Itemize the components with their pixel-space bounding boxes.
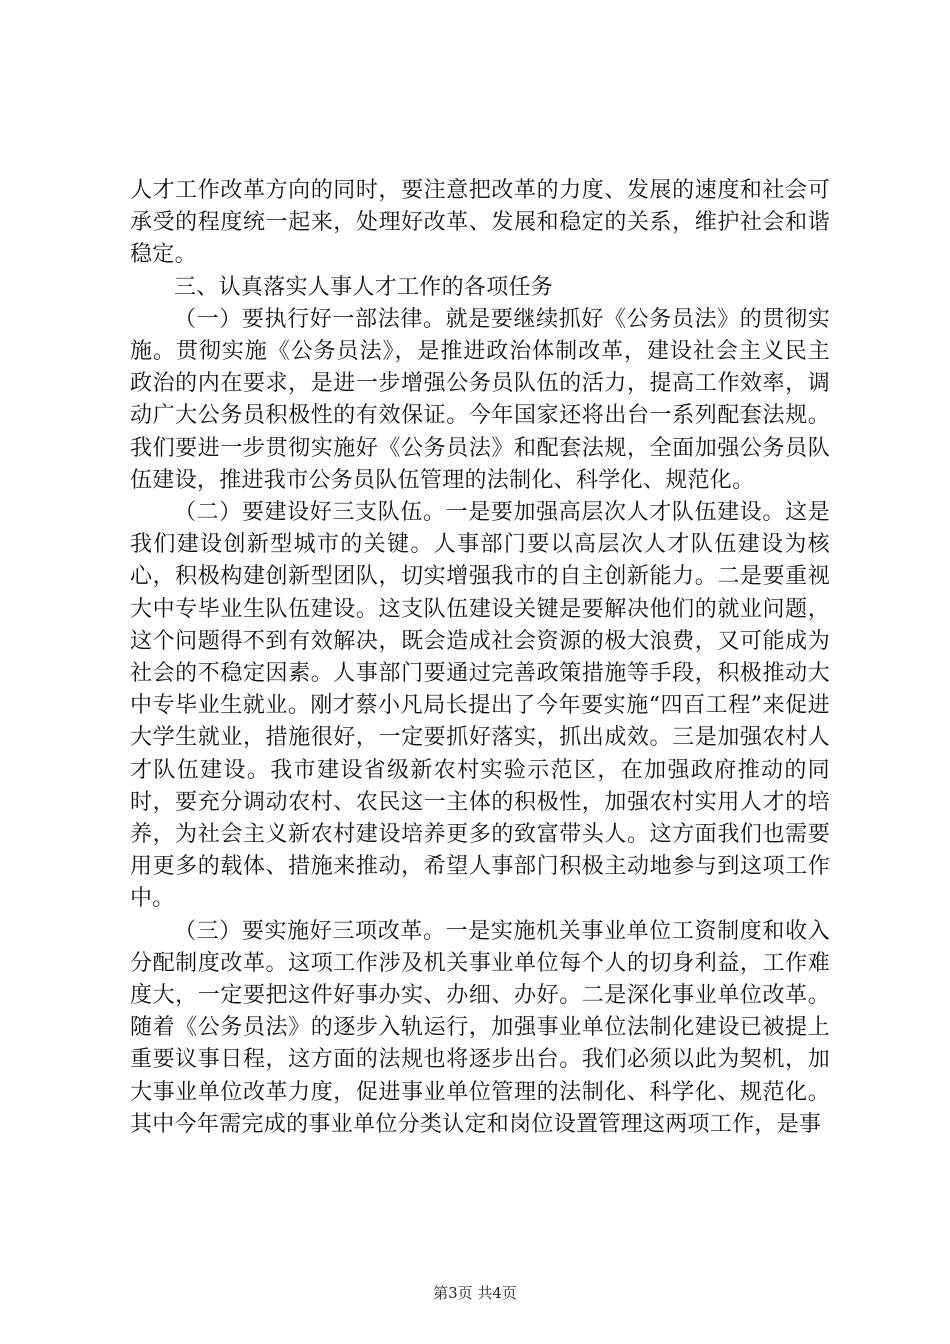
paragraph-teams: （二）要建设好三支队伍。一是要加强高层次人才队伍建设。这是我们建设创新型城市的关键。人事部门要以高层次人才队伍建设为核心，积极构建创新型团队，切实增强我市的自主创新能力。二是要重视大中专毕业生队伍建设。这支队伍建设关键是要解决他们的就业问题，这个问题得不到有效解决，既会造成社会资源的极大浪费，又可能成为社会的不稳定因素。人事部门要通过完善政策措施等手段，积极推动大中专毕业生就业。刚才蔡小凡局长提出了今年要实施“四百工程”来促进大学生就业，措施很好，一定要抓好落实，抓出成效。三是加强农村人才队伍建设。我市建设省级新农村实验示范区，在加强政府推动的同时，要充分调动农村、农民这一主体的积极性，加强农村实用人才的培养，为社会主义新农村建设培养更多的致富带头人。这方面我们也需要用更多的载体、措施来推动，希望人事部门积极主动地参与到这项工作中。 bbox=[130, 500, 830, 912]
section-heading: 三、认真落实人事人才工作的各项任务 bbox=[174, 274, 554, 300]
paragraph-continuation: 人才工作改革方向的同时，要注意把改革的力度、发展的速度和社会可承受的程度统一起来，处理好改革、发展和稳定的关系，维护社会和谐稳定。 bbox=[130, 178, 830, 268]
document-body bbox=[130, 175, 830, 1141]
paragraph-law: （一）要执行好一部法律。就是要继续抓好《公务员法》的贯彻实施。贯彻实施《公务员法》，是推进政治体制改革，建设社会主义民主政治的内在要求，是进一步增强公务员队伍的活力，提高工作效率，调动广大公务员积极性的有效保证。今年国家还将出台一系列配套法规。我们要进一步贯彻实施好《公务员法》和配套法规，全面加强公务员队伍建设，推进我市公务员队伍管理的法制化、科学化、规范化。 bbox=[130, 306, 830, 493]
page-number: 第3页 共4页 bbox=[433, 1284, 517, 1302]
paragraph-reforms: （三）要实施好三项改革。一是实施机关事业单位工资制度和收入分配制度改革。这项工作涉及机关事业单位每个人的切身利益，工作难度大，一定要把这件好事办实、办细、办好。二是深化事业单位改革。随着《公务员法》的逐步入轨运行，加强事业单位法制化建设已被提上重要议事日程，这方面的法规也将逐步出台。我们必须以此为契机，加大事业单位改革力度，促进事业单位管理的法制化、科学化、规范化。其中今年需完成的事业单位分类认定和岗位设置管理这两项工作，是事 bbox=[130, 918, 830, 1137]
